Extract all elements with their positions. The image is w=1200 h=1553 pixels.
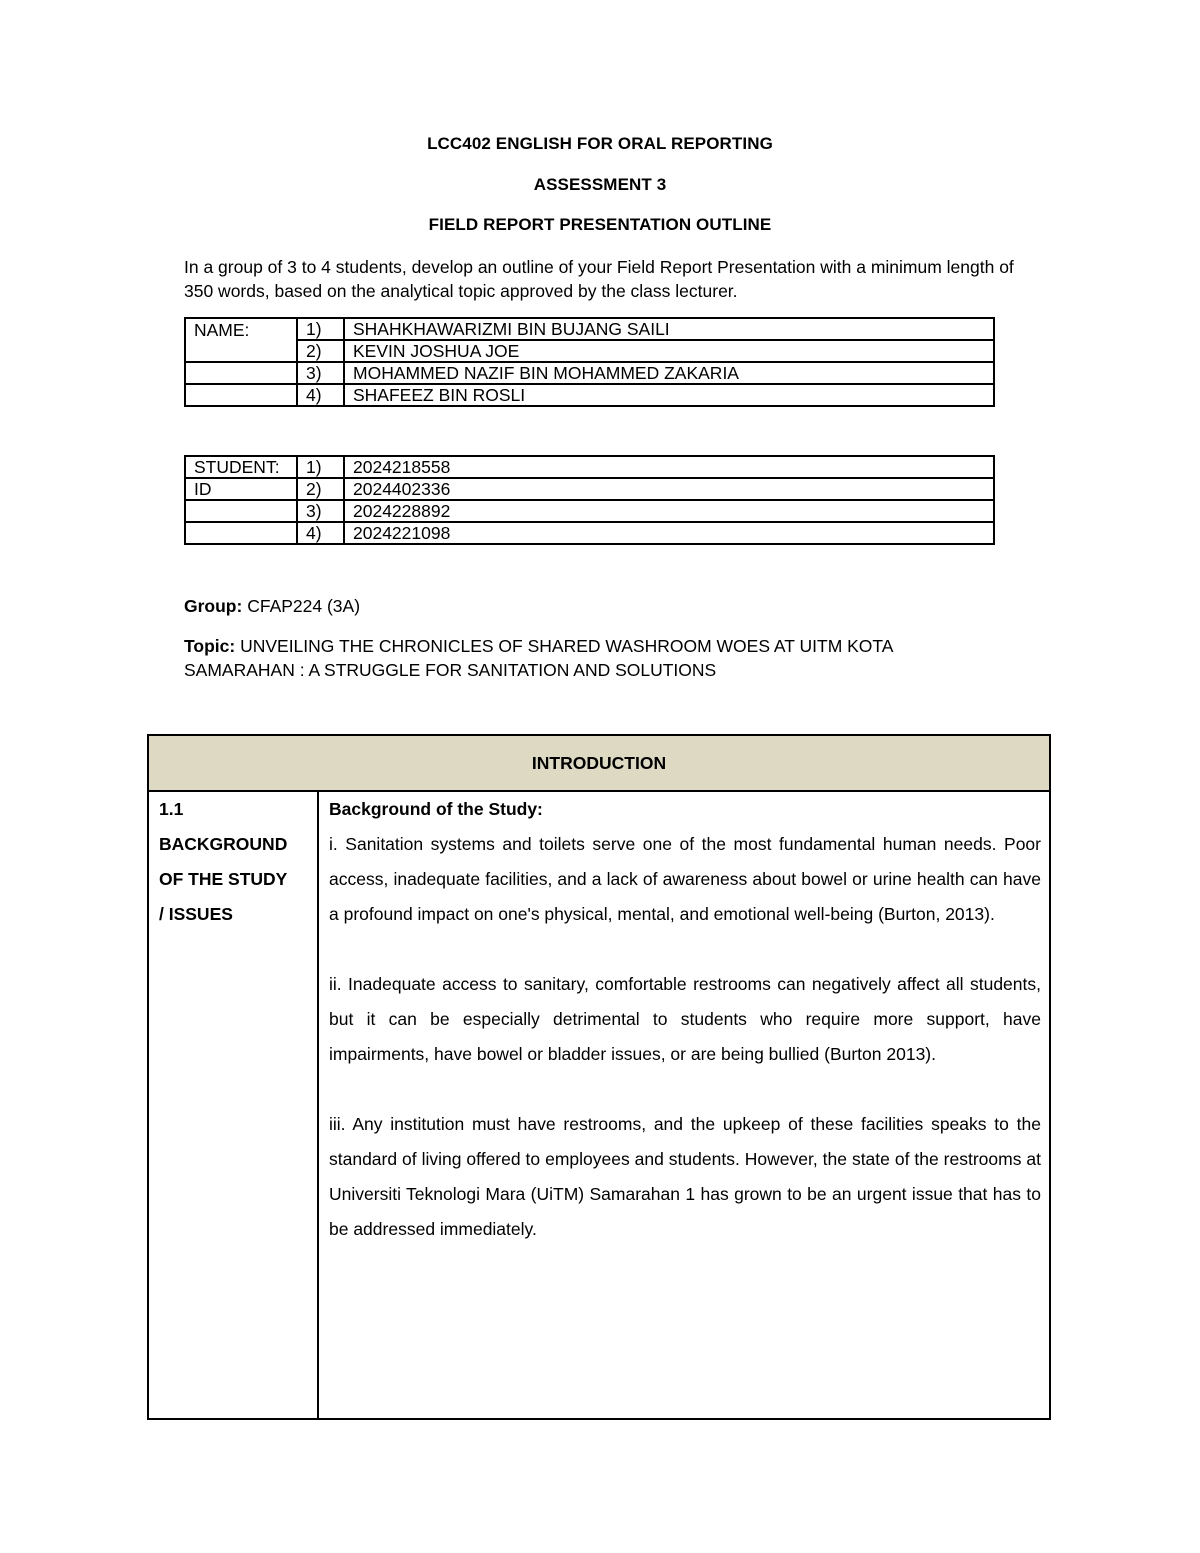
row-number: 1) [297,456,344,478]
topic-line [184,634,1014,682]
table-row [185,500,994,522]
empty-cell [185,500,297,522]
row-number: 2) [297,340,344,362]
student-id: 2024221098 [344,522,994,544]
student-id: 2024402336 [344,478,994,500]
student-name: SHAFEEZ BIN ROSLI [344,384,994,406]
student-name: MOHAMMED NAZIF BIN MOHAMMED ZAKARIA [344,362,994,384]
row-number: 1) [297,318,344,340]
ids-label-line2: ID [185,478,297,500]
row-number: 4) [297,522,344,544]
section-number: 1.1 [159,799,184,819]
row-number: 2) [297,478,344,500]
topic-line-2: SAMARAHAN : A STRUGGLE FOR SANITATION AND SOLUTIONS [184,660,717,680]
row-number: 3) [297,362,344,384]
empty-cell [185,362,297,384]
point-1: i. Sanitation systems and toilets serve one of the most fundamental human needs. Poor access, inadequate facilities, and a lack of awareness about bowel or urine health can have a profound impact on one's physical, mental, and emotional well-being (Burton, 2013). [329,834,1041,924]
table-row [185,522,994,544]
course-title: LCC402 ENGLISH FOR ORAL REPORTING [427,134,773,153]
subheading: Background of the Study: [329,799,543,819]
group-line [184,594,1014,618]
section-title-1: BACKGROUND [159,834,288,854]
section-label [159,792,314,932]
row-number: 3) [297,500,344,522]
column-divider [317,790,319,1418]
names-label: NAME: [185,318,297,340]
table-row [185,362,994,384]
empty-cell [185,384,297,406]
point-3: iii. Any institution must have restrooms, and the upkeep of these facilities speaks to the standard of living offered to employees and students. However, the state of the restrooms at Universiti Teknologi Mara (UiTM) Samarahan 1 has grown to be an urgent issue that has to be addressed immediately. [329,1114,1041,1239]
section-title-3: / ISSUES [159,904,233,924]
student-id: 2024228892 [344,500,994,522]
empty-cell [185,340,297,362]
group-value: CFAP224 (3A) [247,596,361,616]
table-row [185,318,994,340]
ids-label-line1: STUDENT: [185,456,297,478]
assessment-title: ASSESSMENT 3 [533,175,667,194]
group-label: Group: [184,596,243,616]
row-number: 4) [297,384,344,406]
outline-table [147,734,1051,1420]
student-name: SHAHKHAWARIZMI BIN BUJANG SAILI [344,318,994,340]
section-content [329,792,1041,1247]
table-row [185,340,994,362]
ids-table [184,455,995,545]
topic-line-1: UNVEILING THE CHRONICLES OF SHARED WASHROOM WOES AT UITM KOTA [240,636,894,656]
student-id: 2024218558 [344,456,994,478]
table-row [185,384,994,406]
point-2: ii. Inadequate access to sanitary, comfortable restrooms can negatively affect all students, but it can be especially detrimental to students who require more support, have impairments, have bowel or bladder issues, or are being bullied (Burton 2013). [329,974,1041,1064]
table-row [185,456,994,478]
table-row [185,478,994,500]
outline-title: FIELD REPORT PRESENTATION OUTLINE [428,215,772,234]
names-table [184,317,995,407]
empty-cell [185,522,297,544]
topic-label: Topic: [184,636,236,656]
section-title-2: OF THE STUDY [159,869,288,889]
outline-heading: INTRODUCTION [149,736,1049,792]
student-name: KEVIN JOSHUA JOE [344,340,994,362]
instructions: In a group of 3 to 4 students, develop an outline of your Field Report Presentation with a minimum length of 350 words, based on the analytical topic approved by the class lecturer. [184,257,1014,301]
